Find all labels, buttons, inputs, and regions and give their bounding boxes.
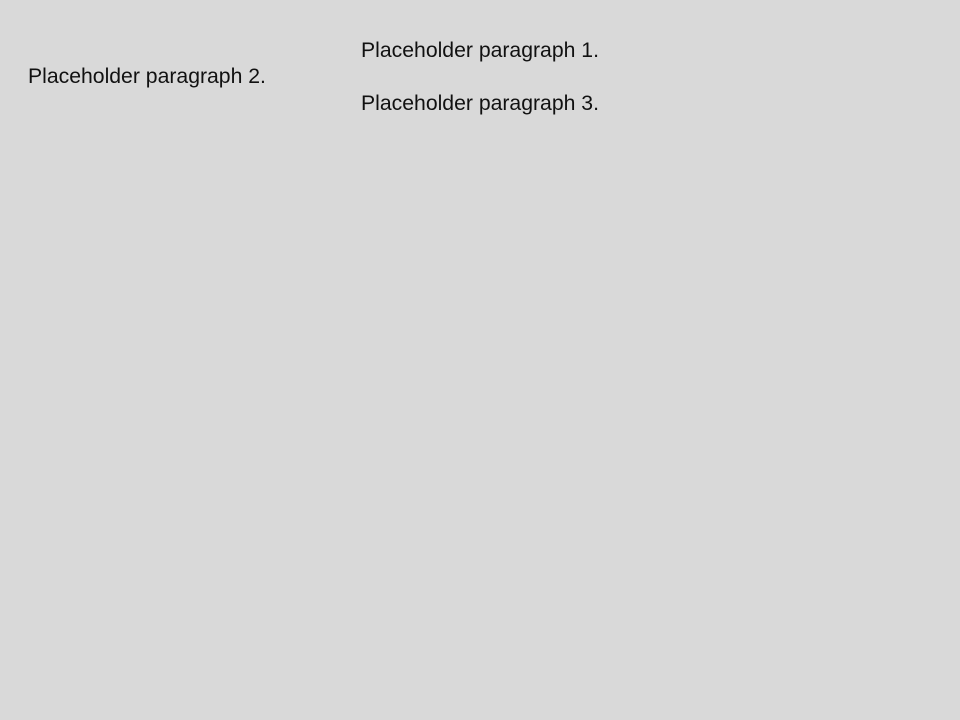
quote-paragraph-1: Placeholder paragraph 1.	[361, 39, 599, 62]
quote-paragraph-2: Placeholder paragraph 2.	[28, 65, 266, 89]
quote-paragraph-3: Placeholder paragraph 3.	[361, 91, 599, 115]
